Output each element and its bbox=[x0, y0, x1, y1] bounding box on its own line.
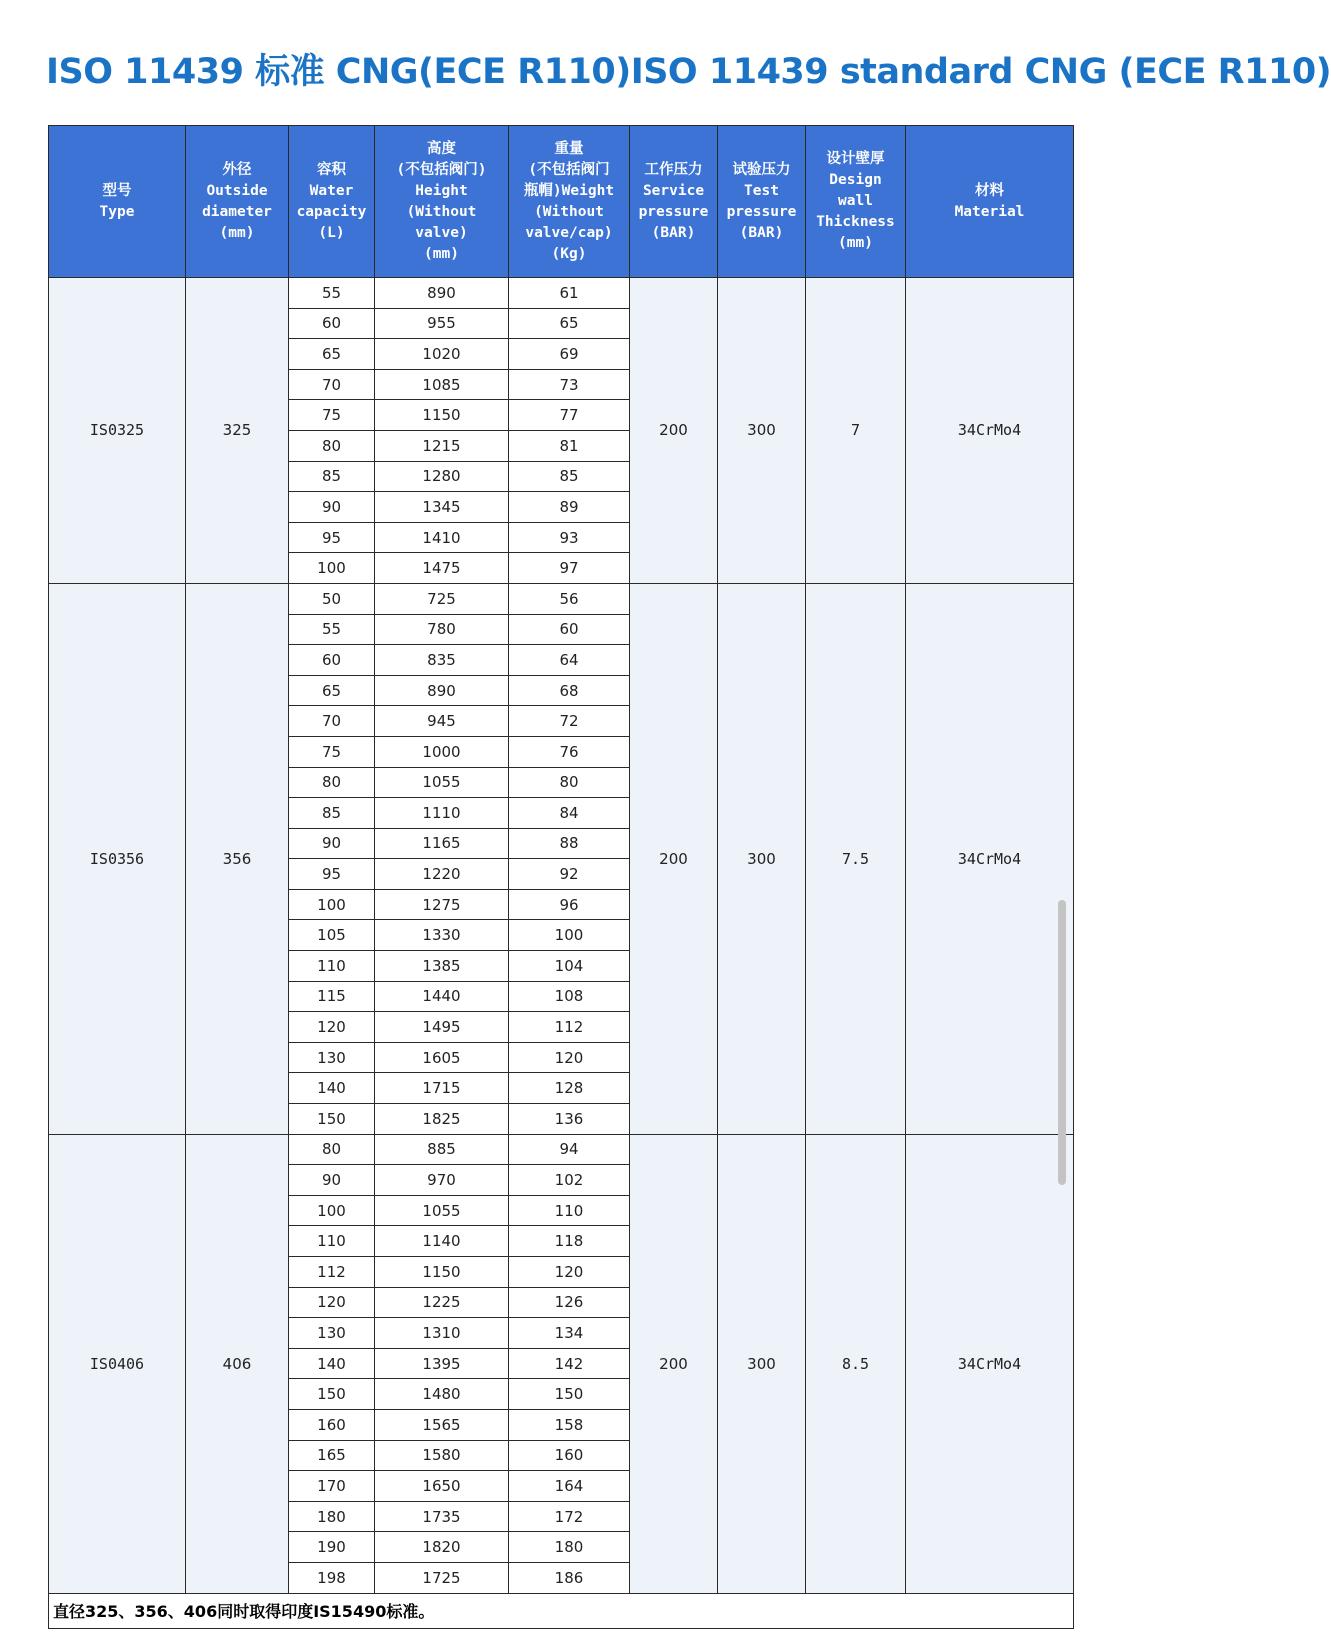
height-cell: 1565 bbox=[375, 1409, 509, 1440]
capacity-cell: 100 bbox=[289, 553, 375, 584]
weight-cell: 186 bbox=[509, 1562, 630, 1593]
header-service-pressure bbox=[630, 126, 718, 278]
wall-thickness-cell: 8.5 bbox=[806, 1134, 906, 1593]
capacity-cell: 198 bbox=[289, 1562, 375, 1593]
weight-cell: 150 bbox=[509, 1379, 630, 1410]
header-line: (mm) bbox=[838, 235, 873, 251]
height-cell: 1000 bbox=[375, 736, 509, 767]
service-pressure-cell: 200 bbox=[630, 278, 718, 584]
weight-cell: 134 bbox=[509, 1318, 630, 1349]
height-cell: 1440 bbox=[375, 981, 509, 1012]
capacity-cell: 105 bbox=[289, 920, 375, 951]
weight-cell: 61 bbox=[509, 278, 630, 309]
header-line: 重量 bbox=[554, 140, 584, 157]
header-line: Thickness bbox=[816, 214, 895, 230]
capacity-cell: 80 bbox=[289, 767, 375, 798]
diameter-cell: 406 bbox=[186, 1134, 289, 1593]
header-line: capacity bbox=[296, 203, 367, 220]
header-line: (BAR) bbox=[651, 224, 696, 241]
header-line: (不包括阀门) bbox=[396, 161, 487, 178]
height-cell: 1150 bbox=[375, 400, 509, 431]
header-line: (不包括阀门 bbox=[528, 161, 610, 178]
type-cell: IS0325 bbox=[49, 278, 186, 584]
weight-cell: 96 bbox=[509, 889, 630, 920]
service-pressure-cell: 200 bbox=[630, 1134, 718, 1593]
page-title: ISO 11439 标准 CNG(ECE R110)ISO 11439 standard CNG (ECE R110) bbox=[46, 52, 1331, 92]
height-cell: 890 bbox=[375, 278, 509, 309]
material-cell: 34CrMo4 bbox=[906, 583, 1074, 1134]
weight-cell: 104 bbox=[509, 951, 630, 982]
type-cell: IS0356 bbox=[49, 583, 186, 1134]
header-line: pressure bbox=[638, 203, 709, 220]
height-cell: 835 bbox=[375, 645, 509, 676]
weight-cell: 89 bbox=[509, 492, 630, 523]
weight-cell: 158 bbox=[509, 1409, 630, 1440]
height-cell: 1055 bbox=[375, 1195, 509, 1226]
weight-cell: 128 bbox=[509, 1073, 630, 1104]
footnote: 直径325、356、406同时取得印度IS15490标准。 bbox=[49, 1593, 1074, 1628]
header-line: 工作压力 bbox=[644, 161, 703, 178]
test-pressure-cell: 300 bbox=[718, 278, 806, 584]
capacity-cell: 75 bbox=[289, 400, 375, 431]
capacity-cell: 95 bbox=[289, 859, 375, 890]
weight-cell: 136 bbox=[509, 1104, 630, 1135]
capacity-cell: 85 bbox=[289, 798, 375, 829]
weight-cell: 94 bbox=[509, 1134, 630, 1165]
weight-cell: 60 bbox=[509, 614, 630, 645]
header-line: Design bbox=[829, 172, 882, 188]
height-cell: 885 bbox=[375, 1134, 509, 1165]
height-cell: 1110 bbox=[375, 798, 509, 829]
service-pressure-cell: 200 bbox=[630, 583, 718, 1134]
capacity-cell: 60 bbox=[289, 308, 375, 339]
header-line: 外径 bbox=[222, 161, 252, 178]
height-cell: 1310 bbox=[375, 1318, 509, 1349]
height-cell: 1330 bbox=[375, 920, 509, 951]
height-cell: 1825 bbox=[375, 1104, 509, 1135]
header-line: 型号 bbox=[102, 182, 132, 199]
header-type bbox=[49, 126, 186, 278]
weight-cell: 72 bbox=[509, 706, 630, 737]
weight-cell: 97 bbox=[509, 553, 630, 584]
header-wall-thickness bbox=[806, 126, 906, 278]
height-cell: 1725 bbox=[375, 1562, 509, 1593]
capacity-cell: 140 bbox=[289, 1073, 375, 1104]
height-cell: 1495 bbox=[375, 1012, 509, 1043]
material-cell: 34CrMo4 bbox=[906, 278, 1074, 584]
test-pressure-cell: 300 bbox=[718, 1134, 806, 1593]
height-cell: 1385 bbox=[375, 951, 509, 982]
header-line: Test bbox=[744, 182, 779, 199]
weight-cell: 80 bbox=[509, 767, 630, 798]
weight-cell: 102 bbox=[509, 1165, 630, 1196]
height-cell: 1345 bbox=[375, 492, 509, 523]
capacity-cell: 50 bbox=[289, 583, 375, 614]
height-cell: 725 bbox=[375, 583, 509, 614]
wall-thickness-cell: 7.5 bbox=[806, 583, 906, 1134]
header-line: (Without bbox=[534, 203, 604, 220]
capacity-cell: 150 bbox=[289, 1104, 375, 1135]
table-row bbox=[49, 278, 1074, 309]
weight-cell: 100 bbox=[509, 920, 630, 951]
weight-cell: 56 bbox=[509, 583, 630, 614]
weight-cell: 73 bbox=[509, 369, 630, 400]
weight-cell: 81 bbox=[509, 430, 630, 461]
header-line: (BAR) bbox=[739, 224, 784, 241]
header-line: (Without bbox=[406, 203, 477, 220]
weight-cell: 112 bbox=[509, 1012, 630, 1043]
capacity-cell: 65 bbox=[289, 339, 375, 370]
header-water-capacity bbox=[289, 126, 375, 278]
weight-cell: 108 bbox=[509, 981, 630, 1012]
weight-cell: 64 bbox=[509, 645, 630, 676]
height-cell: 1220 bbox=[375, 859, 509, 890]
height-cell: 970 bbox=[375, 1165, 509, 1196]
height-cell: 1020 bbox=[375, 339, 509, 370]
header-line: valve) bbox=[415, 224, 468, 241]
height-cell: 1605 bbox=[375, 1042, 509, 1073]
height-cell: 1085 bbox=[375, 369, 509, 400]
capacity-cell: 55 bbox=[289, 278, 375, 309]
spec-table bbox=[48, 125, 1074, 1629]
header-line: valve/cap) bbox=[525, 224, 613, 241]
table-body bbox=[49, 278, 1074, 1594]
capacity-cell: 180 bbox=[289, 1501, 375, 1532]
capacity-cell: 90 bbox=[289, 492, 375, 523]
height-cell: 1055 bbox=[375, 767, 509, 798]
weight-cell: 65 bbox=[509, 308, 630, 339]
weight-cell: 126 bbox=[509, 1287, 630, 1318]
header-line: Type bbox=[99, 203, 135, 220]
table-row bbox=[49, 583, 1074, 614]
diameter-cell: 356 bbox=[186, 583, 289, 1134]
capacity-cell: 60 bbox=[289, 645, 375, 676]
capacity-cell: 130 bbox=[289, 1042, 375, 1073]
capacity-cell: 55 bbox=[289, 614, 375, 645]
header-line: diameter bbox=[202, 203, 272, 220]
header-height bbox=[375, 126, 509, 278]
capacity-cell: 70 bbox=[289, 369, 375, 400]
height-cell: 1225 bbox=[375, 1287, 509, 1318]
header-line: Height bbox=[415, 182, 468, 199]
capacity-cell: 120 bbox=[289, 1287, 375, 1318]
header-line: 瓶帽)Weight bbox=[523, 182, 615, 199]
height-cell: 1215 bbox=[375, 430, 509, 461]
weight-cell: 120 bbox=[509, 1042, 630, 1073]
header-line: 高度 bbox=[427, 140, 456, 157]
footnote-row bbox=[49, 1593, 1074, 1628]
height-cell: 1475 bbox=[375, 553, 509, 584]
header-line: 试验压力 bbox=[732, 161, 791, 178]
test-pressure-cell: 300 bbox=[718, 583, 806, 1134]
capacity-cell: 80 bbox=[289, 430, 375, 461]
header-weight bbox=[509, 126, 630, 278]
capacity-cell: 112 bbox=[289, 1257, 375, 1288]
wall-thickness-cell: 7 bbox=[806, 278, 906, 584]
height-cell: 955 bbox=[375, 308, 509, 339]
header-line: 设计壁厚 bbox=[826, 151, 885, 167]
header-line: (L) bbox=[318, 224, 345, 241]
capacity-cell: 140 bbox=[289, 1348, 375, 1379]
height-cell: 1410 bbox=[375, 522, 509, 553]
height-cell: 1735 bbox=[375, 1501, 509, 1532]
capacity-cell: 75 bbox=[289, 736, 375, 767]
capacity-cell: 160 bbox=[289, 1409, 375, 1440]
type-cell: IS0406 bbox=[49, 1134, 186, 1593]
weight-cell: 164 bbox=[509, 1471, 630, 1502]
header-line: Outside bbox=[206, 182, 268, 199]
weight-cell: 120 bbox=[509, 1257, 630, 1288]
height-cell: 1275 bbox=[375, 889, 509, 920]
height-cell: 1480 bbox=[375, 1379, 509, 1410]
capacity-cell: 95 bbox=[289, 522, 375, 553]
capacity-cell: 170 bbox=[289, 1471, 375, 1502]
header-line: Service bbox=[642, 182, 705, 199]
height-cell: 1150 bbox=[375, 1257, 509, 1288]
height-cell: 1395 bbox=[375, 1348, 509, 1379]
weight-cell: 93 bbox=[509, 522, 630, 553]
capacity-cell: 110 bbox=[289, 951, 375, 982]
weight-cell: 84 bbox=[509, 798, 630, 829]
header-line: 容积 bbox=[317, 161, 346, 178]
height-cell: 945 bbox=[375, 706, 509, 737]
weight-cell: 68 bbox=[509, 675, 630, 706]
header-material bbox=[906, 126, 1074, 278]
capacity-cell: 120 bbox=[289, 1012, 375, 1043]
weight-cell: 85 bbox=[509, 461, 630, 492]
weight-cell: 88 bbox=[509, 828, 630, 859]
capacity-cell: 85 bbox=[289, 461, 375, 492]
capacity-cell: 110 bbox=[289, 1226, 375, 1257]
height-cell: 780 bbox=[375, 614, 509, 645]
height-cell: 1580 bbox=[375, 1440, 509, 1471]
capacity-cell: 70 bbox=[289, 706, 375, 737]
capacity-cell: 115 bbox=[289, 981, 375, 1012]
weight-cell: 92 bbox=[509, 859, 630, 890]
height-cell: 1165 bbox=[375, 828, 509, 859]
capacity-cell: 90 bbox=[289, 828, 375, 859]
weight-cell: 180 bbox=[509, 1532, 630, 1563]
height-cell: 1715 bbox=[375, 1073, 509, 1104]
capacity-cell: 190 bbox=[289, 1532, 375, 1563]
diameter-cell: 325 bbox=[186, 278, 289, 584]
weight-cell: 76 bbox=[509, 736, 630, 767]
height-cell: 1650 bbox=[375, 1471, 509, 1502]
material-cell: 34CrMo4 bbox=[906, 1134, 1074, 1593]
header-test-pressure bbox=[718, 126, 806, 278]
header-line: Water bbox=[309, 182, 354, 199]
height-cell: 1140 bbox=[375, 1226, 509, 1257]
weight-cell: 110 bbox=[509, 1195, 630, 1226]
header-line: 材料 bbox=[975, 182, 1004, 199]
height-cell: 1280 bbox=[375, 461, 509, 492]
scrollbar[interactable] bbox=[1058, 900, 1066, 1185]
capacity-cell: 100 bbox=[289, 889, 375, 920]
header-line: Material bbox=[954, 203, 1025, 220]
header-line: (Kg) bbox=[551, 245, 587, 262]
capacity-cell: 80 bbox=[289, 1134, 375, 1165]
height-cell: 890 bbox=[375, 675, 509, 706]
header-line: (mm) bbox=[424, 245, 459, 262]
header-row bbox=[49, 126, 1074, 278]
weight-cell: 69 bbox=[509, 339, 630, 370]
header-line: (mm) bbox=[219, 224, 255, 241]
weight-cell: 172 bbox=[509, 1501, 630, 1532]
weight-cell: 160 bbox=[509, 1440, 630, 1471]
capacity-cell: 165 bbox=[289, 1440, 375, 1471]
height-cell: 1820 bbox=[375, 1532, 509, 1563]
table-row bbox=[49, 1134, 1074, 1165]
header-line: pressure bbox=[726, 203, 797, 220]
weight-cell: 118 bbox=[509, 1226, 630, 1257]
header-outside-diameter bbox=[186, 126, 289, 278]
weight-cell: 142 bbox=[509, 1348, 630, 1379]
capacity-cell: 65 bbox=[289, 675, 375, 706]
capacity-cell: 150 bbox=[289, 1379, 375, 1410]
header-line: wall bbox=[838, 193, 873, 209]
capacity-cell: 130 bbox=[289, 1318, 375, 1349]
capacity-cell: 100 bbox=[289, 1195, 375, 1226]
capacity-cell: 90 bbox=[289, 1165, 375, 1196]
weight-cell: 77 bbox=[509, 400, 630, 431]
